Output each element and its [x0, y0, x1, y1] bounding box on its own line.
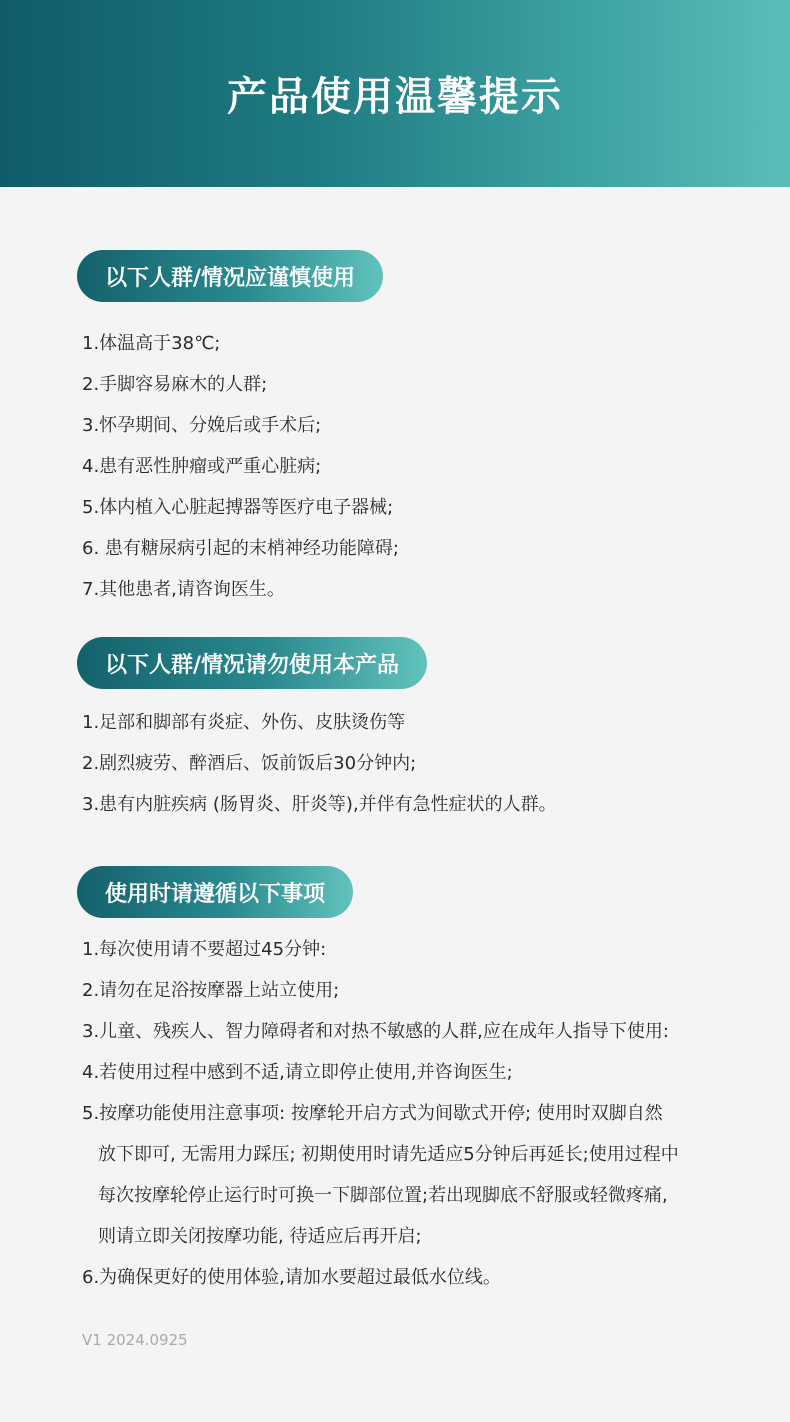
list-item: 3.儿童、残疾人、智力障碍者和对热不敏感的人群,应在成年人指导下使用:	[82, 1021, 669, 1042]
list-item: 5.体内植入心脏起搏器等医疗电子器械;	[82, 497, 394, 518]
list-item-continuation: 则请立即关闭按摩功能, 待适应后再开启;	[98, 1226, 422, 1247]
list-item: 1.足部和脚部有炎症、外伤、皮肤烫伤等	[82, 712, 406, 733]
list-item: 3.患有内脏疾病 (肠胃炎、肝炎等),并伴有急性症状的人群。	[82, 794, 557, 815]
list-item: 1.体温高于38℃;	[82, 333, 221, 354]
version-label: V1 2024.0925	[82, 1331, 188, 1349]
list-item: 4.若使用过程中感到不适,请立即停止使用,并咨询医生;	[82, 1062, 513, 1083]
section-usage-list	[82, 929, 679, 1298]
list-item: 6. 患有糖尿病引起的末梢神经功能障碍;	[82, 538, 399, 559]
section-usage-heading: 使用时请遵循以下事项	[77, 866, 353, 918]
list-item: 2.请勿在足浴按摩器上站立使用;	[82, 980, 340, 1001]
list-item-continuation: 每次按摩轮停止运行时可换一下脚部位置;若出现脚底不舒服或轻微疼痛,	[98, 1185, 668, 1206]
section-prohibited-list	[82, 702, 557, 825]
page-title: 产品使用温馨提示	[227, 74, 563, 120]
list-item: 1.每次使用请不要超过45分钟:	[82, 939, 327, 960]
section-prohibited-heading: 以下人群/情况请勿使用本产品	[77, 637, 427, 689]
list-item: 6.为确保更好的使用体验,请加水要超过最低水位线。	[82, 1267, 501, 1288]
list-item-continuation: 放下即可, 无需用力踩压; 初期使用时请先适应5分钟后再延长;使用过程中	[98, 1144, 679, 1165]
header-banner	[0, 0, 790, 187]
list-item: 4.患有恶性肿瘤或严重心脏病;	[82, 456, 322, 477]
list-item: 3.怀孕期间、分娩后或手术后;	[82, 415, 322, 436]
list-item: 7.其他患者,请咨询医生。	[82, 579, 285, 600]
list-item: 5.按摩功能使用注意事项: 按摩轮开启方式为间歇式开停; 使用时双脚自然	[82, 1103, 663, 1124]
list-item: 2.手脚容易麻木的人群;	[82, 374, 268, 395]
list-item: 2.剧烈疲劳、醉酒后、饭前饭后30分钟内;	[82, 753, 417, 774]
section-caution-heading: 以下人群/情况应谨慎使用	[77, 250, 383, 302]
section-caution-list	[82, 323, 399, 610]
